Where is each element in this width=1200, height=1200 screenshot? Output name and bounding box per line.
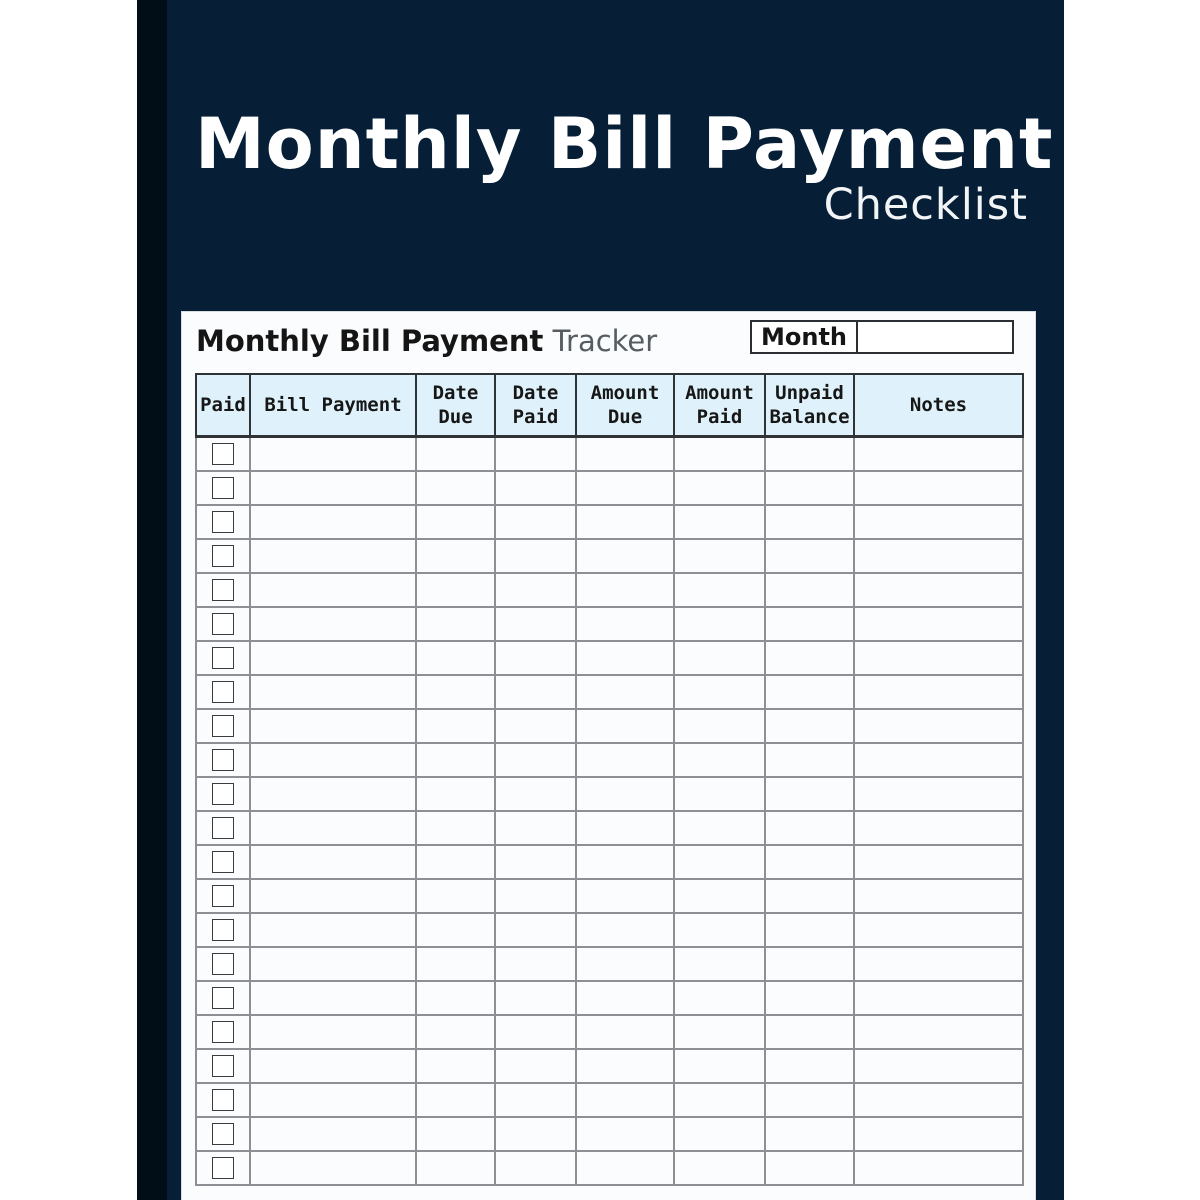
bill-payment-cell[interactable] bbox=[250, 607, 416, 641]
amount-due-cell[interactable] bbox=[576, 845, 674, 879]
unpaid-balance-cell[interactable] bbox=[765, 471, 854, 505]
unpaid-balance-cell[interactable] bbox=[765, 845, 854, 879]
sheet-header bbox=[196, 324, 1020, 360]
column-header-date-due bbox=[416, 374, 495, 437]
amount-paid-cell[interactable] bbox=[674, 471, 765, 505]
paid-checkbox[interactable] bbox=[212, 545, 234, 567]
amount-paid-cell[interactable] bbox=[674, 811, 765, 845]
paid-checkbox[interactable] bbox=[212, 1089, 234, 1111]
amount-due-cell[interactable] bbox=[576, 709, 674, 743]
column-header-line: Unpaid bbox=[775, 382, 844, 404]
tracker-body bbox=[196, 437, 1023, 1186]
amount-due-cell[interactable] bbox=[576, 1083, 674, 1117]
table-row bbox=[196, 505, 1023, 539]
date-paid-cell[interactable] bbox=[495, 913, 576, 947]
paid-cell bbox=[196, 437, 250, 472]
date-due-cell[interactable] bbox=[416, 471, 495, 505]
amount-paid-cell[interactable] bbox=[674, 981, 765, 1015]
paid-cell bbox=[196, 675, 250, 709]
unpaid-balance-cell[interactable] bbox=[765, 1049, 854, 1083]
unpaid-balance-cell[interactable] bbox=[765, 573, 854, 607]
date-due-cell[interactable] bbox=[416, 505, 495, 539]
amount-due-cell[interactable] bbox=[576, 607, 674, 641]
paid-checkbox[interactable] bbox=[212, 1123, 234, 1145]
date-paid-cell[interactable] bbox=[495, 539, 576, 573]
paid-cell bbox=[196, 879, 250, 913]
date-paid-cell[interactable] bbox=[495, 675, 576, 709]
amount-due-cell[interactable] bbox=[576, 879, 674, 913]
bill-payment-cell[interactable] bbox=[250, 1049, 416, 1083]
column-header-line: Bill Payment bbox=[264, 394, 402, 416]
column-header-line: Date bbox=[432, 382, 479, 404]
amount-due-cell[interactable] bbox=[576, 913, 674, 947]
column-header-bill-payment bbox=[250, 374, 416, 437]
date-due-cell[interactable] bbox=[416, 437, 495, 472]
date-paid-cell[interactable] bbox=[495, 1151, 576, 1185]
unpaid-balance-cell[interactable] bbox=[765, 811, 854, 845]
paid-cell bbox=[196, 471, 250, 505]
bill-payment-cell[interactable] bbox=[250, 1083, 416, 1117]
unpaid-balance-cell[interactable] bbox=[765, 981, 854, 1015]
table-row bbox=[196, 913, 1023, 947]
date-due-cell[interactable] bbox=[416, 777, 495, 811]
paid-checkbox[interactable] bbox=[212, 1021, 234, 1043]
paid-checkbox[interactable] bbox=[212, 647, 234, 669]
table-row bbox=[196, 811, 1023, 845]
amount-due-cell[interactable] bbox=[576, 947, 674, 981]
paid-checkbox[interactable] bbox=[212, 1157, 234, 1179]
amount-due-cell[interactable] bbox=[576, 1015, 674, 1049]
paid-checkbox[interactable] bbox=[212, 579, 234, 601]
unpaid-balance-cell[interactable] bbox=[765, 777, 854, 811]
month-field bbox=[750, 320, 1014, 354]
paid-cell bbox=[196, 709, 250, 743]
paid-checkbox[interactable] bbox=[212, 443, 234, 465]
column-header-unpaid-balance bbox=[765, 374, 854, 437]
date-paid-cell[interactable] bbox=[495, 879, 576, 913]
sheet-title bbox=[196, 324, 657, 358]
unpaid-balance-cell[interactable] bbox=[765, 539, 854, 573]
notes-cell[interactable] bbox=[854, 879, 1023, 913]
notes-cell[interactable] bbox=[854, 845, 1023, 879]
unpaid-balance-cell[interactable] bbox=[765, 1151, 854, 1185]
paid-cell bbox=[196, 811, 250, 845]
date-due-cell[interactable] bbox=[416, 879, 495, 913]
notes-cell[interactable] bbox=[854, 1083, 1023, 1117]
amount-due-cell[interactable] bbox=[576, 811, 674, 845]
amount-due-cell[interactable] bbox=[576, 539, 674, 573]
bill-payment-cell[interactable] bbox=[250, 437, 416, 472]
amount-paid-cell[interactable] bbox=[674, 607, 765, 641]
bill-payment-cell[interactable] bbox=[250, 947, 416, 981]
notes-cell[interactable] bbox=[854, 607, 1023, 641]
bill-payment-cell[interactable] bbox=[250, 505, 416, 539]
date-due-cell[interactable] bbox=[416, 981, 495, 1015]
notes-cell[interactable] bbox=[854, 811, 1023, 845]
paid-checkbox[interactable] bbox=[212, 1055, 234, 1077]
paid-cell bbox=[196, 607, 250, 641]
date-due-cell[interactable] bbox=[416, 675, 495, 709]
notes-cell[interactable] bbox=[854, 437, 1023, 472]
bill-payment-cell[interactable] bbox=[250, 1015, 416, 1049]
amount-due-cell[interactable] bbox=[576, 1117, 674, 1151]
paid-cell bbox=[196, 947, 250, 981]
paid-cell bbox=[196, 743, 250, 777]
bill-tracker-table bbox=[195, 373, 1024, 1186]
unpaid-balance-cell[interactable] bbox=[765, 743, 854, 777]
tracker-sheet bbox=[181, 311, 1036, 1200]
notes-cell[interactable] bbox=[854, 1151, 1023, 1185]
amount-paid-cell[interactable] bbox=[674, 743, 765, 777]
amount-paid-cell[interactable] bbox=[674, 539, 765, 573]
table-row bbox=[196, 1015, 1023, 1049]
paid-checkbox[interactable] bbox=[212, 783, 234, 805]
table-row bbox=[196, 471, 1023, 505]
book-spine bbox=[137, 0, 167, 1200]
paid-checkbox[interactable] bbox=[212, 681, 234, 703]
paid-checkbox[interactable] bbox=[212, 953, 234, 975]
column-header-amount-due bbox=[576, 374, 674, 437]
date-paid-cell[interactable] bbox=[495, 743, 576, 777]
table-row bbox=[196, 607, 1023, 641]
paid-checkbox[interactable] bbox=[212, 511, 234, 533]
date-due-cell[interactable] bbox=[416, 641, 495, 675]
column-header-paid bbox=[196, 374, 250, 437]
amount-paid-cell[interactable] bbox=[674, 573, 765, 607]
unpaid-balance-cell[interactable] bbox=[765, 505, 854, 539]
amount-paid-cell[interactable] bbox=[674, 1083, 765, 1117]
paid-checkbox[interactable] bbox=[212, 987, 234, 1009]
date-due-cell[interactable] bbox=[416, 1083, 495, 1117]
amount-due-cell[interactable] bbox=[576, 471, 674, 505]
amount-paid-cell[interactable] bbox=[674, 641, 765, 675]
column-header-line: Date bbox=[512, 382, 559, 404]
amount-paid-cell[interactable] bbox=[674, 1049, 765, 1083]
table-header-row bbox=[196, 374, 1023, 437]
unpaid-balance-cell[interactable] bbox=[765, 879, 854, 913]
date-due-cell[interactable] bbox=[416, 539, 495, 573]
paid-cell bbox=[196, 1015, 250, 1049]
cover-title: Monthly Bill Payment bbox=[195, 103, 1054, 185]
column-header-line: Amount bbox=[590, 382, 660, 404]
amount-paid-cell[interactable] bbox=[674, 437, 765, 472]
bill-payment-cell[interactable] bbox=[250, 777, 416, 811]
notes-cell[interactable] bbox=[854, 913, 1023, 947]
paid-cell bbox=[196, 1083, 250, 1117]
date-paid-cell[interactable] bbox=[495, 607, 576, 641]
column-header-line: Notes bbox=[909, 394, 968, 416]
table-row bbox=[196, 1083, 1023, 1117]
table-row bbox=[196, 675, 1023, 709]
amount-due-cell[interactable] bbox=[576, 675, 674, 709]
notes-cell[interactable] bbox=[854, 641, 1023, 675]
notes-cell[interactable] bbox=[854, 675, 1023, 709]
paid-checkbox[interactable] bbox=[212, 919, 234, 941]
paid-cell bbox=[196, 845, 250, 879]
bill-payment-cell[interactable] bbox=[250, 675, 416, 709]
paid-checkbox[interactable] bbox=[212, 613, 234, 635]
unpaid-balance-cell[interactable] bbox=[765, 1083, 854, 1117]
date-paid-cell[interactable] bbox=[495, 947, 576, 981]
date-paid-cell[interactable] bbox=[495, 437, 576, 472]
date-paid-cell[interactable] bbox=[495, 1049, 576, 1083]
notes-cell[interactable] bbox=[854, 471, 1023, 505]
column-header-date-paid bbox=[495, 374, 576, 437]
unpaid-balance-cell[interactable] bbox=[765, 913, 854, 947]
notes-cell[interactable] bbox=[854, 1117, 1023, 1151]
amount-due-cell[interactable] bbox=[576, 743, 674, 777]
notes-cell[interactable] bbox=[854, 777, 1023, 811]
date-due-cell[interactable] bbox=[416, 1015, 495, 1049]
bill-payment-cell[interactable] bbox=[250, 709, 416, 743]
amount-due-cell[interactable] bbox=[576, 1049, 674, 1083]
bill-payment-cell[interactable] bbox=[250, 845, 416, 879]
sheet-title-bold: Monthly Bill Payment bbox=[196, 324, 544, 358]
date-due-cell[interactable] bbox=[416, 1049, 495, 1083]
paid-checkbox[interactable] bbox=[212, 885, 234, 907]
amount-paid-cell[interactable] bbox=[674, 1151, 765, 1185]
unpaid-balance-cell[interactable] bbox=[765, 1117, 854, 1151]
amount-paid-cell[interactable] bbox=[674, 777, 765, 811]
date-due-cell[interactable] bbox=[416, 607, 495, 641]
amount-due-cell[interactable] bbox=[576, 505, 674, 539]
column-header-line: Paid bbox=[512, 406, 559, 428]
bill-payment-cell[interactable] bbox=[250, 471, 416, 505]
amount-due-cell[interactable] bbox=[576, 573, 674, 607]
date-due-cell[interactable] bbox=[416, 573, 495, 607]
unpaid-balance-cell[interactable] bbox=[765, 947, 854, 981]
table-row bbox=[196, 879, 1023, 913]
table-row bbox=[196, 743, 1023, 777]
date-paid-cell[interactable] bbox=[495, 811, 576, 845]
column-header-line: Due bbox=[438, 406, 473, 428]
notes-cell[interactable] bbox=[854, 573, 1023, 607]
amount-due-cell[interactable] bbox=[576, 981, 674, 1015]
date-paid-cell[interactable] bbox=[495, 1083, 576, 1117]
notes-cell[interactable] bbox=[854, 947, 1023, 981]
date-due-cell[interactable] bbox=[416, 743, 495, 777]
paid-cell bbox=[196, 1117, 250, 1151]
notes-cell[interactable] bbox=[854, 539, 1023, 573]
bill-payment-cell[interactable] bbox=[250, 913, 416, 947]
amount-due-cell[interactable] bbox=[576, 437, 674, 472]
bill-payment-cell[interactable] bbox=[250, 539, 416, 573]
table-row bbox=[196, 573, 1023, 607]
table-row bbox=[196, 709, 1023, 743]
table-row bbox=[196, 777, 1023, 811]
paid-checkbox[interactable] bbox=[212, 851, 234, 873]
date-due-cell[interactable] bbox=[416, 845, 495, 879]
paid-checkbox[interactable] bbox=[212, 477, 234, 499]
bill-payment-cell[interactable] bbox=[250, 573, 416, 607]
amount-paid-cell[interactable] bbox=[674, 505, 765, 539]
paid-checkbox[interactable] bbox=[212, 749, 234, 771]
paid-cell bbox=[196, 573, 250, 607]
sheet-title-light: Tracker bbox=[552, 324, 658, 358]
amount-paid-cell[interactable] bbox=[674, 913, 765, 947]
amount-paid-cell[interactable] bbox=[674, 675, 765, 709]
table-row bbox=[196, 1049, 1023, 1083]
bill-payment-cell[interactable] bbox=[250, 1117, 416, 1151]
date-due-cell[interactable] bbox=[416, 1151, 495, 1185]
column-header-notes bbox=[854, 374, 1023, 437]
unpaid-balance-cell[interactable] bbox=[765, 607, 854, 641]
bill-payment-cell[interactable] bbox=[250, 743, 416, 777]
paid-cell bbox=[196, 913, 250, 947]
paid-cell bbox=[196, 1049, 250, 1083]
date-paid-cell[interactable] bbox=[495, 641, 576, 675]
column-header-line: Balance bbox=[769, 406, 850, 428]
unpaid-balance-cell[interactable] bbox=[765, 675, 854, 709]
date-paid-cell[interactable] bbox=[495, 709, 576, 743]
table-row bbox=[196, 947, 1023, 981]
date-paid-cell[interactable] bbox=[495, 471, 576, 505]
table-row bbox=[196, 1151, 1023, 1185]
amount-paid-cell[interactable] bbox=[674, 709, 765, 743]
table-row bbox=[196, 539, 1023, 573]
date-due-cell[interactable] bbox=[416, 913, 495, 947]
notes-cell[interactable] bbox=[854, 981, 1023, 1015]
date-paid-cell[interactable] bbox=[495, 505, 576, 539]
checklist-cover bbox=[137, 0, 1064, 1200]
unpaid-balance-cell[interactable] bbox=[765, 1015, 854, 1049]
amount-paid-cell[interactable] bbox=[674, 947, 765, 981]
amount-due-cell[interactable] bbox=[576, 641, 674, 675]
column-header-amount-paid bbox=[674, 374, 765, 437]
amount-due-cell[interactable] bbox=[576, 1151, 674, 1185]
bill-payment-cell[interactable] bbox=[250, 879, 416, 913]
notes-cell[interactable] bbox=[854, 1049, 1023, 1083]
notes-cell[interactable] bbox=[854, 505, 1023, 539]
date-due-cell[interactable] bbox=[416, 1117, 495, 1151]
month-label: Month bbox=[752, 322, 858, 352]
month-input[interactable] bbox=[858, 322, 1012, 352]
unpaid-balance-cell[interactable] bbox=[765, 437, 854, 472]
amount-paid-cell[interactable] bbox=[674, 879, 765, 913]
paid-checkbox[interactable] bbox=[212, 817, 234, 839]
date-due-cell[interactable] bbox=[416, 947, 495, 981]
table-row bbox=[196, 641, 1023, 675]
cover-subtitle: Checklist bbox=[823, 180, 1028, 230]
date-paid-cell[interactable] bbox=[495, 1117, 576, 1151]
amount-paid-cell[interactable] bbox=[674, 1117, 765, 1151]
column-header-line: Amount bbox=[685, 382, 754, 404]
date-paid-cell[interactable] bbox=[495, 981, 576, 1015]
paid-cell bbox=[196, 505, 250, 539]
amount-due-cell[interactable] bbox=[576, 777, 674, 811]
notes-cell[interactable] bbox=[854, 709, 1023, 743]
paid-cell bbox=[196, 539, 250, 573]
date-paid-cell[interactable] bbox=[495, 1015, 576, 1049]
table-row bbox=[196, 981, 1023, 1015]
amount-paid-cell[interactable] bbox=[674, 1015, 765, 1049]
date-paid-cell[interactable] bbox=[495, 573, 576, 607]
paid-cell bbox=[196, 981, 250, 1015]
table-row bbox=[196, 437, 1023, 472]
paid-checkbox[interactable] bbox=[212, 715, 234, 737]
bill-payment-cell[interactable] bbox=[250, 1151, 416, 1185]
column-header-line: Paid bbox=[200, 394, 246, 416]
amount-paid-cell[interactable] bbox=[674, 845, 765, 879]
unpaid-balance-cell[interactable] bbox=[765, 709, 854, 743]
paid-cell bbox=[196, 641, 250, 675]
paid-cell bbox=[196, 777, 250, 811]
table-row bbox=[196, 1117, 1023, 1151]
bill-payment-cell[interactable] bbox=[250, 811, 416, 845]
notes-cell[interactable] bbox=[854, 1015, 1023, 1049]
bill-payment-cell[interactable] bbox=[250, 641, 416, 675]
column-header-line: Due bbox=[607, 406, 643, 428]
date-paid-cell[interactable] bbox=[495, 777, 576, 811]
date-due-cell[interactable] bbox=[416, 811, 495, 845]
table-row bbox=[196, 845, 1023, 879]
paid-cell bbox=[196, 1151, 250, 1185]
date-due-cell[interactable] bbox=[416, 709, 495, 743]
bill-payment-cell[interactable] bbox=[250, 981, 416, 1015]
date-paid-cell[interactable] bbox=[495, 845, 576, 879]
column-header-line: Paid bbox=[696, 406, 743, 428]
unpaid-balance-cell[interactable] bbox=[765, 641, 854, 675]
notes-cell[interactable] bbox=[854, 743, 1023, 777]
